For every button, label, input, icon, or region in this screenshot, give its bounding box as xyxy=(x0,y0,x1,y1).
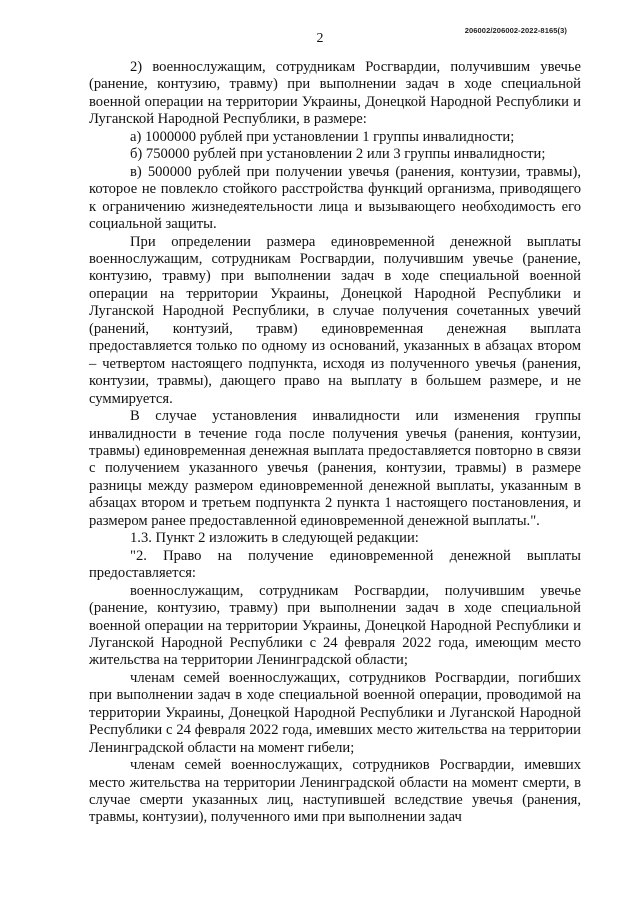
paragraph-servicemen: военнослужащим, сотрудникам Росгвардии, получившим увечье (ранение, контузию, травму) при выполнении задач в ходе специальной военной операции на территории Украины, Донецкой Народной Республики и Луганской Народной Республики с 24 февраля 2022 года, имеющим место жительства на территории Ленинградской области; xyxy=(89,582,581,669)
page-number: 2 xyxy=(316,31,324,46)
document-body xyxy=(89,59,581,827)
document-id: 206002/206002-2022-8165(3) xyxy=(464,26,567,35)
paragraph-right-to-payment: "2. Право на получение единовременной денежной выплаты предоставляется: xyxy=(89,547,581,582)
paragraph-families-killed: членам семей военнослужащих, сотрудников Росгвардии, погибших при выполнении задач в ходе специальной военной операции, проводимой на территории Украины, Донецкой Народной Республики и Луганской Народной Республики с 24 февраля 2022 года, имевших место жительства на территории Ленинградской области на момент гибели; xyxy=(89,669,581,756)
paragraph-clause-1-3: 1.3. Пункт 2 изложить в следующей редакции: xyxy=(130,530,419,547)
paragraph-families-died: членам семей военнослужащих, сотрудников Росгвардии, имевших место жительства на территории Ленинградской области на момент смерти, в случае смерти указанных лиц, наступившей вследствие увечья (ранения, травмы, контузии), полученного ими при выполнении задач xyxy=(89,757,581,826)
paragraph-item-2: 2) военнослужащим, сотрудникам Росгвардии, получившим увечье (ранение, контузию, травму) при выполнении задач в ходе специальной военной операции на территории Украины, Донецкой Народной Республики и Луганской Народной Республики, в размере: xyxy=(89,59,581,128)
paragraph-item-v: в) 500000 рублей при получении увечья (ранения, контузии, травмы), которое не повлекло стойкого расстройства функций организма, приводящего к ограничению жизнедеятельности лица и вызывающего необходимость его социальной защиты. xyxy=(89,163,581,233)
paragraph-combined-injuries: При определении размера единовременной денежной выплаты военнослужащим, сотрудникам Росгвардии, получившим увечье (ранение, контузию, травму) при выполнении задач в ходе специальной военной операции на территории Украины, Донецкой Народной Республики и Луганской Народной Республики, в случае получения сочетанных увечий (ранений, контузий, травм) единовременная денежная выплата предоставляется только по одному из оснований, указанных в абзацах втором – четвертом настоящего подпункта, исходя из полученного увечья (ранения, контузии, травмы), дающего право на выплату в большем размере, и не суммируется. xyxy=(89,233,581,407)
paragraph-disability-change: В случае установления инвалидности или изменения группы инвалидности в течение года после получения увечья (ранения, контузии, травмы) единовременная денежная выплата предоставляется повторно в связи с получением указанного увечья (ранения, контузии, травмы) в размере разницы между размером единовременной денежной выплаты, указанным в абзацах втором и третьем подпункта 2 пункта 1 настоящего постановления, и размером ранее предоставленной единовременной денежной выплаты.". xyxy=(89,408,581,529)
paragraph-item-b: б) 750000 рублей при установлении 2 или 3 группы инвалидности; xyxy=(130,146,546,163)
paragraph-item-a: а) 1000000 рублей при установлении 1 группы инвалидности; xyxy=(130,128,515,145)
